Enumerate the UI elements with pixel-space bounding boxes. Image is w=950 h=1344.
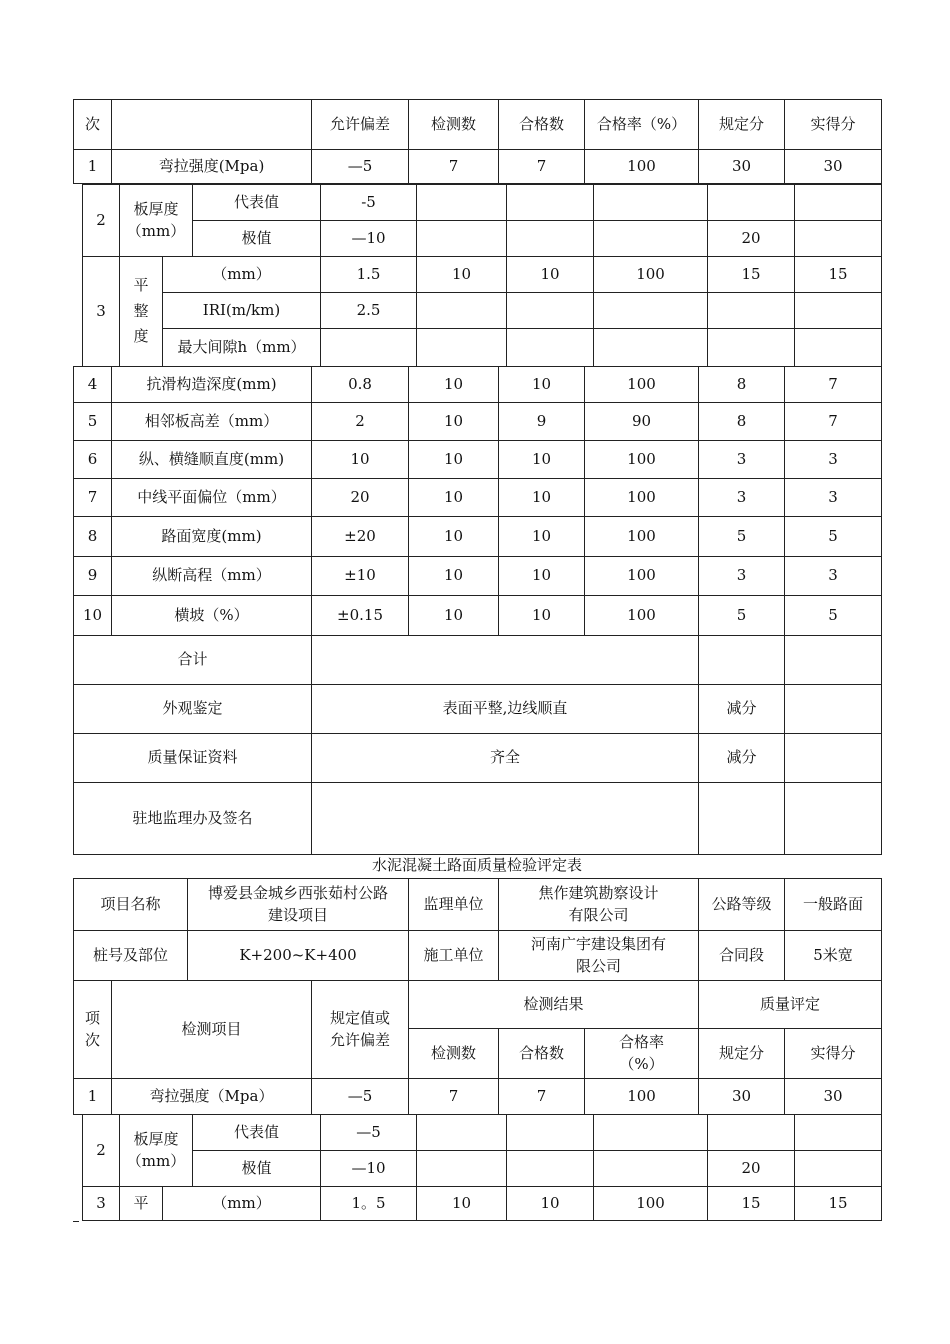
row-got: 15 — [795, 257, 882, 293]
table-row: 极值 —10 20 — [83, 1151, 882, 1187]
project-label: 项目名称 — [74, 879, 188, 931]
header-got: 实得分 — [785, 1029, 882, 1079]
table-row: 8 路面宽度(mm) ±20 10 10 100 5 5 — [74, 517, 882, 557]
docs-label: 质量保证资料 — [74, 734, 312, 783]
row-item: 板厚度 （mm） — [120, 185, 193, 257]
header-item — [112, 100, 312, 150]
header-pass: 合格数 — [499, 1029, 585, 1079]
header-result: 检测结果 — [409, 981, 699, 1029]
header-no: 次 — [74, 100, 112, 150]
signature-row — [74, 783, 882, 855]
table-caption: 水泥混凝土路面质量检验评定表 — [371, 856, 582, 874]
inspection-table-main — [73, 366, 882, 855]
row-subitem: 代表值 — [193, 185, 321, 221]
table-row: 4 抗滑构造深度(mm) 0.8 10 10 100 8 7 — [74, 367, 882, 403]
row-allow: —10 — [321, 221, 417, 257]
table-row — [83, 221, 882, 257]
row-got: 30 — [785, 150, 882, 184]
row-spec: 20 — [708, 221, 795, 257]
table-row — [83, 257, 882, 293]
grade-label: 公路等级 — [699, 879, 785, 931]
table-row: 6 纵、横缝顺直度(mm) 10 10 10 100 3 3 — [74, 441, 882, 479]
row-subitem: 最大间隙h（mm） — [163, 329, 321, 367]
row-item: 弯拉强度(Mpa) — [112, 150, 312, 184]
grade-value: 一般路面 — [785, 879, 882, 931]
header-count: 检测数 — [409, 100, 499, 150]
builder-label: 施工单位 — [409, 931, 499, 981]
table-row: 10 横坡（%） ±0.15 10 10 100 5 5 — [74, 596, 882, 636]
header-rate: 合格率（%） — [585, 100, 699, 150]
docs-deduct: 减分 — [699, 734, 785, 783]
table-row: 2 板厚度 （mm） 代表值 —5 — [83, 1115, 882, 1151]
row-allow: 2.5 — [321, 293, 417, 329]
contract-label: 合同段 — [699, 931, 785, 981]
table-row — [74, 150, 882, 184]
row-subitem: 极值 — [193, 221, 321, 257]
station-value: K+200~K+400 — [188, 931, 409, 981]
evaluation-table — [73, 878, 882, 1115]
table-row: 1 弯拉强度（Mpa） —5 7 7 100 30 30 — [74, 1079, 882, 1115]
appearance-label: 外观鉴定 — [74, 685, 312, 734]
table-row — [83, 185, 882, 221]
row-rate: 100 — [585, 150, 699, 184]
header-spec: 规定分 — [699, 100, 785, 150]
station-label: 桩号及部位 — [74, 931, 188, 981]
row-allow: 1.5 — [321, 257, 417, 293]
supervisor-label: 监理单位 — [409, 879, 499, 931]
header-row — [74, 981, 882, 1029]
row-count: 7 — [409, 150, 499, 184]
row-subitem: （mm） — [163, 257, 321, 293]
header-quality: 质量评定 — [699, 981, 882, 1029]
row-count: 10 — [417, 257, 507, 293]
row-allow: —5 — [312, 150, 409, 184]
row-subitem: IRI(m/km) — [163, 293, 321, 329]
header-got: 实得分 — [785, 100, 882, 150]
appearance-deduct: 减分 — [699, 685, 785, 734]
inspection-table-top — [73, 99, 882, 184]
table-row — [83, 293, 882, 329]
row-spec: 30 — [699, 150, 785, 184]
row-no: 2 — [83, 185, 120, 257]
row-allow: -5 — [321, 185, 417, 221]
row-no: 3 — [83, 257, 120, 367]
row-rate: 100 — [594, 257, 708, 293]
header-allow: 允许偏差 — [312, 100, 409, 150]
appearance-row — [74, 685, 882, 734]
total-label: 合计 — [74, 636, 312, 685]
row-no: 1 — [74, 150, 112, 184]
table-row: 3 平 （mm） 1。5 10 10 100 15 15 — [83, 1187, 882, 1221]
inspection-subtable-top — [82, 184, 882, 367]
header-spec: 规定分 — [699, 1029, 785, 1079]
header-row — [74, 100, 882, 150]
supervisor-value: 焦作建筑勘察设计 有限公司 — [499, 879, 699, 931]
evaluation-subtable — [82, 1114, 882, 1221]
table-row: 5 相邻板高差（mm） 2 10 9 90 8 7 — [74, 403, 882, 441]
table-row: 9 纵断高程（mm） ±10 10 10 100 3 3 — [74, 557, 882, 596]
header-rate: 合格率 （%） — [585, 1029, 699, 1079]
project-row — [74, 879, 882, 931]
header-count: 检测数 — [409, 1029, 499, 1079]
header-pass: 合格数 — [499, 100, 585, 150]
header-no: 项 次 — [74, 981, 112, 1079]
header-item: 检测项目 — [112, 981, 312, 1079]
docs-value: 齐全 — [312, 734, 699, 783]
contract-value: 5米宽 — [785, 931, 882, 981]
station-row — [74, 931, 882, 981]
project-value: 博爱县金城乡西张茹村公路 建设项目 — [188, 879, 409, 931]
row-item: 平 整 度 — [120, 257, 163, 367]
row-pass: 10 — [507, 257, 594, 293]
table-row — [83, 329, 882, 367]
row-spec: 15 — [708, 257, 795, 293]
builder-value: 河南广宇建设集团有 限公司 — [499, 931, 699, 981]
table-edge-line — [73, 1221, 79, 1222]
appearance-value: 表面平整,边线顺直 — [312, 685, 699, 734]
header-allow: 规定值或 允许偏差 — [312, 981, 409, 1079]
row-pass: 7 — [499, 150, 585, 184]
total-row — [74, 636, 882, 685]
docs-row — [74, 734, 882, 783]
table-row: 7 中线平面偏位（mm） 20 10 10 100 3 3 — [74, 479, 882, 517]
signature-label: 驻地监理办及签名 — [74, 783, 312, 855]
